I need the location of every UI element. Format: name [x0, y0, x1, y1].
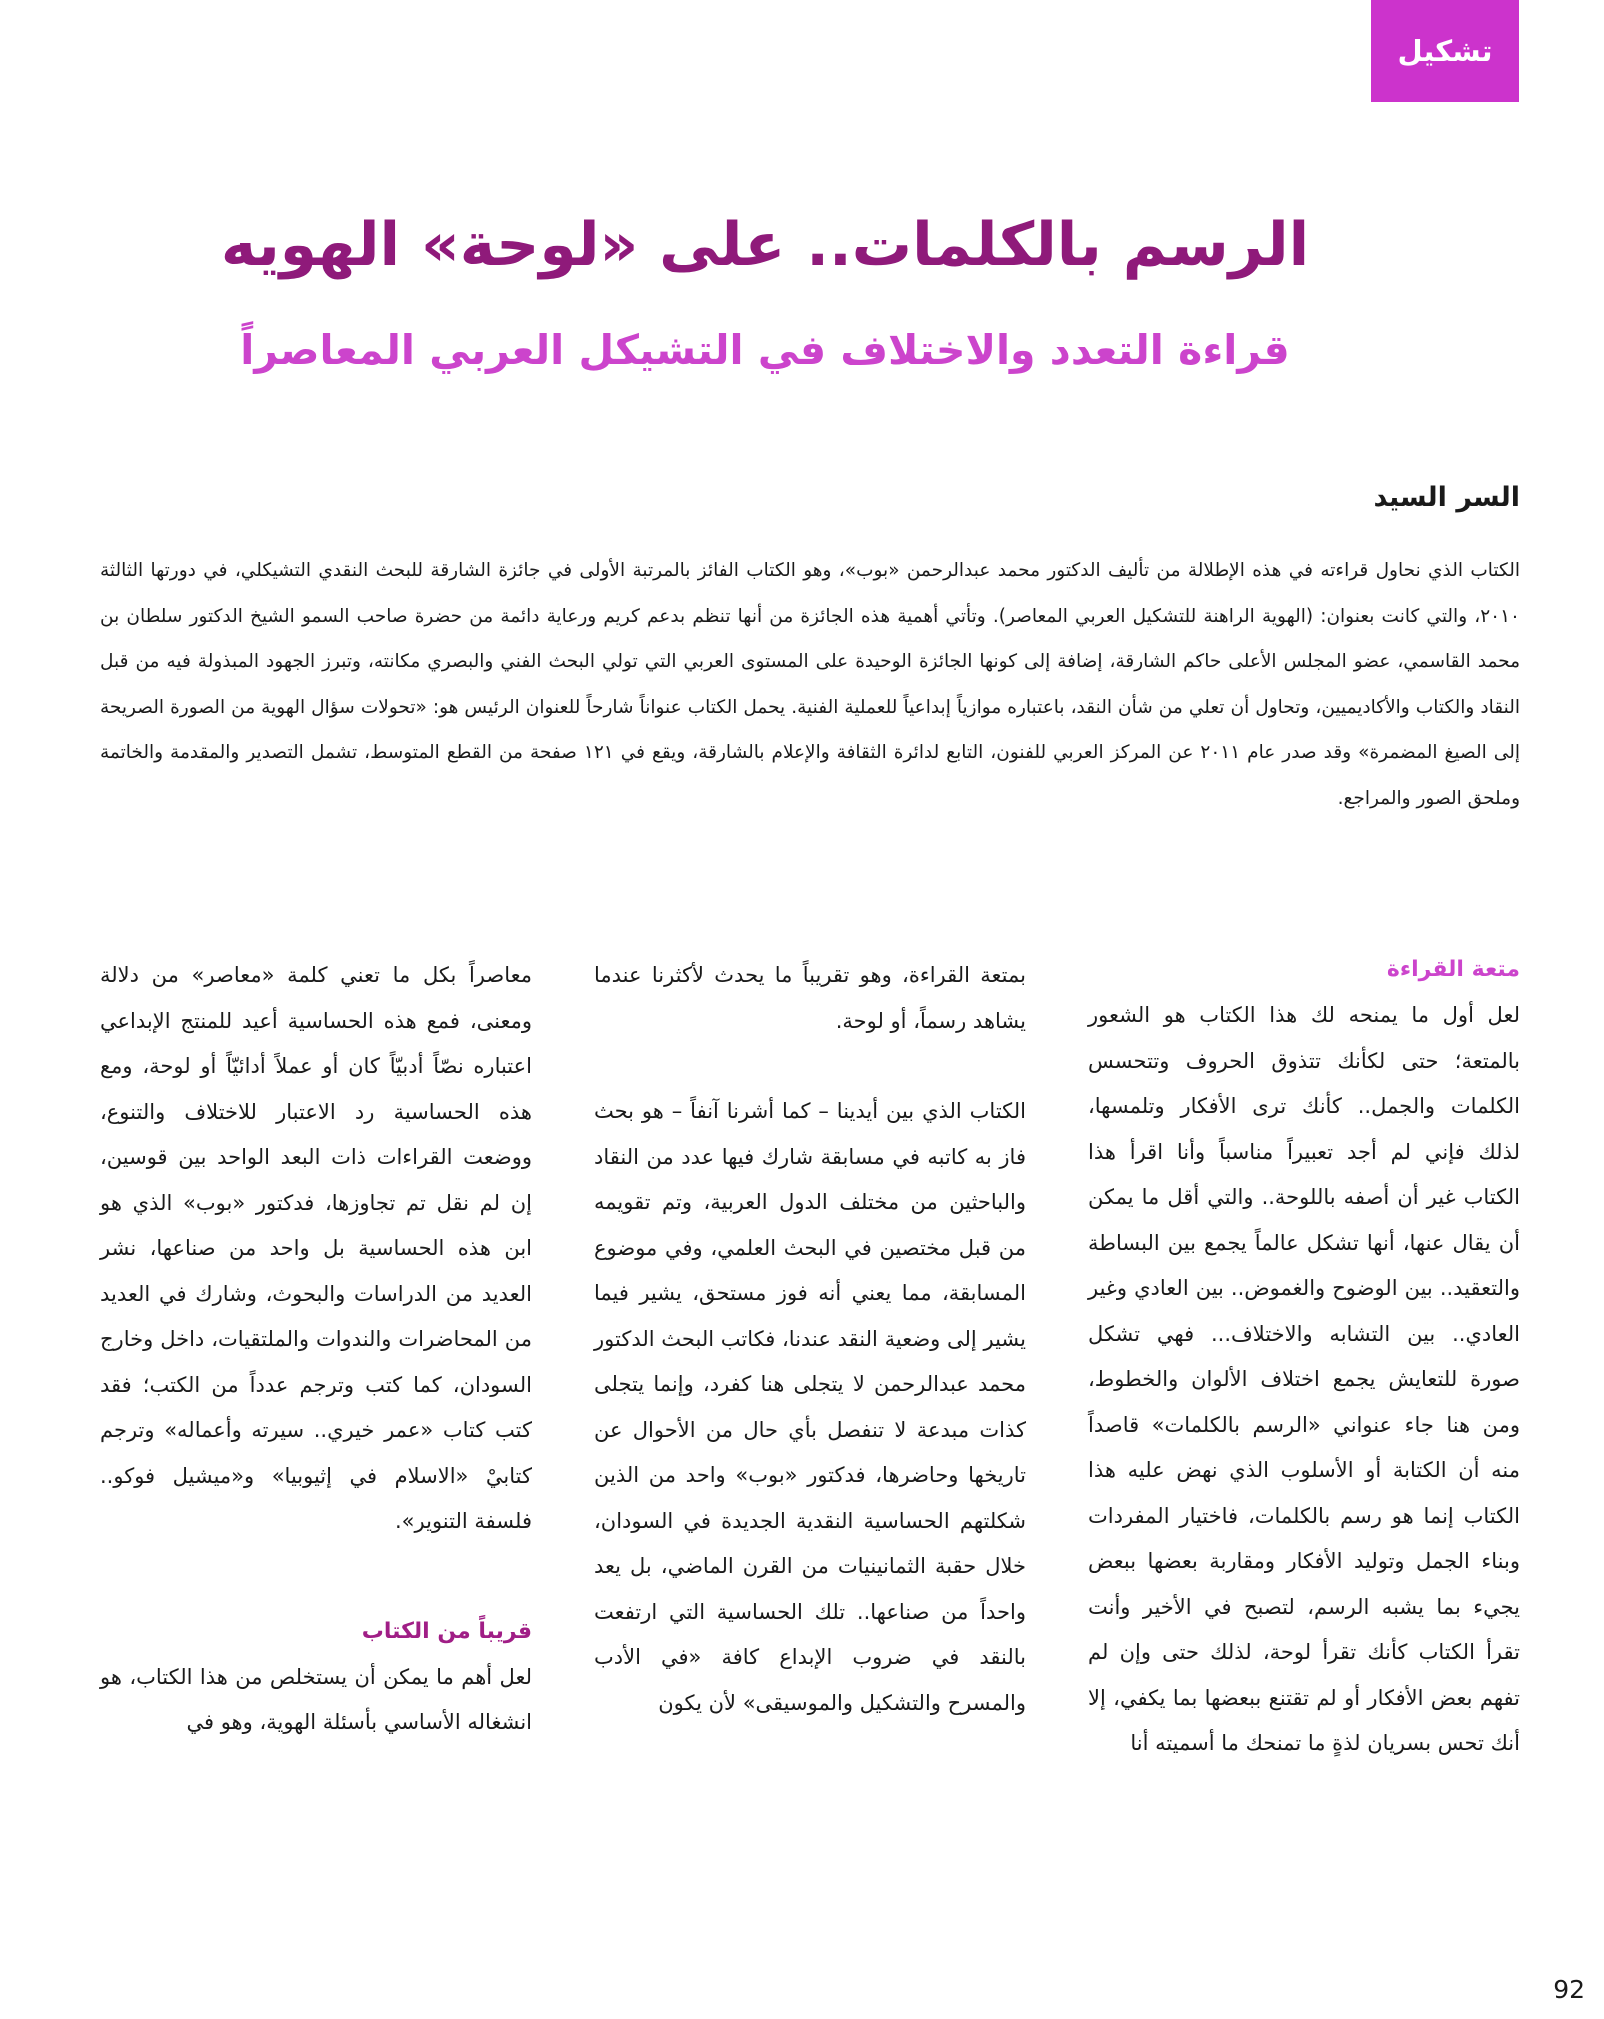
article-title: الرسم بالكلمات.. على «لوحة» الهويه — [220, 210, 1310, 280]
column-middle-paragraph-1: بمتعة القراءة، وهو تقريباً ما يحدث لأكثرنا عندما يشاهد رسماً، أو لوحة. — [594, 963, 1026, 1033]
section-label: تشكيل — [1397, 34, 1493, 68]
column-right-paragraph: لعل أول ما يمنحه لك هذا الكتاب هو الشعور بالمتعة؛ حتى لكأنك تتذوق الحروف وتتحسس الكلمات والجمل.. كأنك ترى الأفكار وتلمسها، لذلك فإني لم أجد تعبيراً مناسباً وأنا اقرأ هذا الكتاب غير أن أصفه باللوحة.. والتي أقل ما يمكن أن يقال عنها، أنها تشكل عالماً يجمع بين البساطة والتعقيد.. بين الوضوح والغموض.. بين العادي وغير العادي.. بين التشابه والاختلاف... فهي تشكل صورة للتعايش يجمع اختلاف الألوان والخطوط، ومن هنا جاء عنواني «الرسم بالكلمات» قاصداً منه أن الكتابة أو الأسلوب الذي نهض عليه هذا الكتاب إنما هو رسم بالكلمات، فاختيار المفردات وبناء الجمل وتوليد الأفكار ومقاربة بعضها ببعض يجيء بما يشبه الرسم، لتصبح في الأخير وأنت تقرأ الكتاب كأنك تقرأ لوحة، لذلك حتى وإن لم تفهم بعض الأفكار أو لم تقتنع ببعضها بما يكفي، إلا أنك تحس بسريان لذةٍ ما تمنحك ما أسميته أنا — [1088, 1003, 1520, 1755]
article-subtitle: قراءة التعدد والاختلاف في التشيكل العربي المعاصراً — [240, 326, 1290, 374]
subheading-reading-pleasure: متعة القراءة — [1386, 957, 1520, 982]
column-left-paragraph-2: لعل أهم ما يمكن أن يستخلص من هذا الكتاب، هو انشغاله الأساسي بأسئلة الهوية، وهو في — [100, 1664, 532, 1734]
author-name: السر السيد — [1373, 482, 1520, 513]
column-left-paragraph-1: معاصراً بكل ما تعني كلمة «معاصر» من دلالة ومعنى، فمع هذه الحساسية أعيد للمنتج الإبداعي اعتباره نصّاً أدبيّاً كان أو عملاً أدائيّاً أو لوحة، ومع هذه الحساسية رد الاعتبار للاختلاف والتنوع، ووضعت القراءات ذات البعد الواحد بين قوسين، إن لم نقل تم تجاوزها، فدكتور «بوب» الذي هو ابن هذه الحساسية بل واحد من صناعها، نشر العديد من الدراسات والبحوث، وشارك في العديد من المحاضرات والندوات والملتقيات، داخل وخارج السودان، كما كتب وترجم عدداً من الكتب؛ فقد كتب كتاب «عمر خيري.. سيرته وأعماله» وترجم كتابيْ «الاسلام في إثيوبيا» و«ميشيل فوكو.. فلسفة التنوير». — [100, 963, 532, 1533]
page-number: 92 — [1553, 1975, 1585, 2004]
section-tab — [1371, 0, 1519, 102]
column-left — [100, 953, 532, 1853]
column-middle — [594, 953, 1026, 1853]
column-middle-paragraph-2: الكتاب الذي بين أيدينا – كما أشرنا آنفاً – هو بحث فاز به كاتبه في مسابقة شارك فيها عدد من النقاد والباحثين من مختلف الدول العربية، وتم تقويمه من قبل مختصين في البحث العلمي، وفي موضوع المسابقة، مما يعني أنه فوز مستحق، يشير فيما يشير إلى وضعية النقد عندنا، فكاتب البحث الدكتور محمد عبدالرحمن لا يتجلى هنا كفرد، وإنما يتجلى كذات مبدعة لا تنفصل بأي حال من الأحوال عن تاريخها وحاضرها، فدكتور «بوب» واحد من الذين شكلتهم الحساسية النقدية الجديدة في السودان، خلال حقبة الثمانينيات من القرن الماضي، بل يعد واحداً من صناعها.. تلك الحساسية التي ارتفعت بالنقد في ضروب الإبداع كافة «في الأدب والمسرح والتشكيل والموسيقى» لأن يكون — [594, 1099, 1026, 1715]
subheading-close-to-book: قريباً من الكتاب — [361, 1618, 532, 1644]
intro-paragraph: الكتاب الذي نحاول قراءته في هذه الإطلالة من تأليف الدكتور محمد عبدالرحمن «بوب»، وهو الكتاب الفائز بالمرتبة الأولى في جائزة الشارقة للبحث النقدي التشيكلي، في دورتها الثالثة ٢٠١٠، والتي كانت بعنوان: (الهوية الراهنة للتشكيل العربي المعاصر). وتأتي أهمية هذه الجائزة من أنها تنظم بدعم كريم ورعاية دائمة من حضرة صاحب السمو الشيخ الدكتور سلطان بن محمد القاسمي، عضو المجلس الأعلى حاكم الشارقة، إضافة إلى كونها الجائزة الوحيدة على المستوى العربي التي تولي البحث الفني والبصري مكانته، وتبرز الجهود المبذولة فيه من قبل النقاد والكتاب والأكاديميين، وتحاول أن تعلي من شأن النقد، باعتباره موازياً إبداعياً للعملية الفنية. يحمل الكتاب عنواناً شارحاً للعنوان الرئيس هو: «تحولات سؤال الهوية من الصورة الصريحة إلى الصيغ المضمرة» وقد صدر عام ٢٠١١ عن المركز العربي للفنون، التابع لدائرة الثقافة والإعلام بالشارقة، ويقع في ١٢١ صفحة من القطع المتوسط، تشمل التصدير والمقدمة والخاتمة وملحق الصور والمراجع. — [100, 560, 1520, 809]
column-right — [1088, 953, 1520, 1853]
